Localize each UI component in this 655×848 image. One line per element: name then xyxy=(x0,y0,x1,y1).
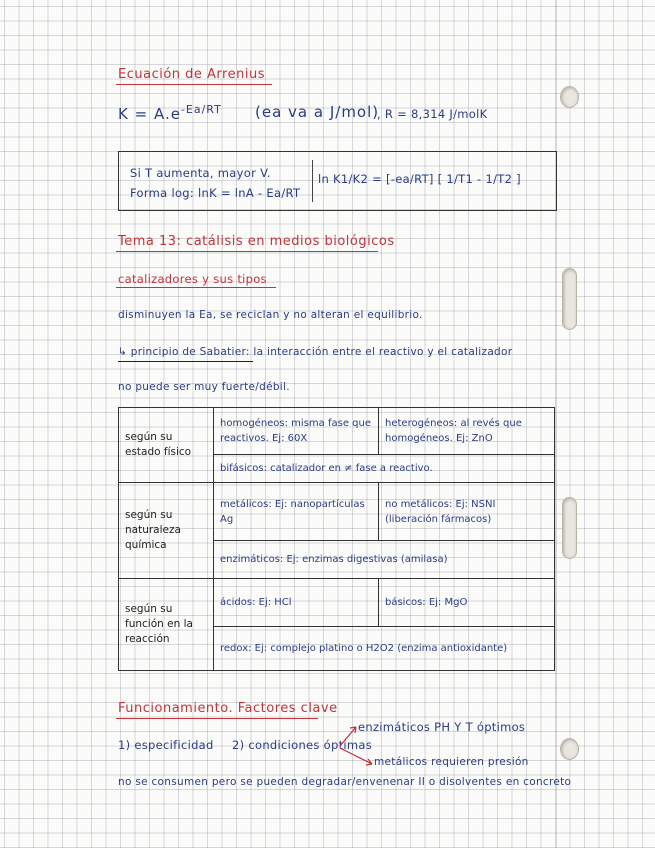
body-line-2: ↳ principio de Sabatier: la interacción entre el reactivo y el catalizador xyxy=(118,346,513,358)
formula-exponent: -Ea/RT xyxy=(180,103,222,116)
table-cell: ácidos: Ej: HCl xyxy=(214,579,379,627)
body-line-3: no puede ser muy fuerte/débil. xyxy=(118,381,290,393)
section-title: Funcionamiento. Factores clave xyxy=(118,701,338,716)
body-line-1: disminuyen la Ea, se reciclan y no alteran el equilibrio. xyxy=(118,309,423,321)
box-line-1: Si T aumenta, mayor V. xyxy=(130,166,271,180)
table-cell: heterogéneos: al revés que homogéneos. Ej: ZnO xyxy=(379,408,555,455)
arrow-up-icon xyxy=(340,727,356,746)
table-cell: enzimáticos: Ej: enzimas digestivas (amilasa) xyxy=(214,541,555,579)
row-label: según su estado físico xyxy=(119,408,214,483)
table-cell: no metálicos: Ej: NSNI (liberación fármacos) xyxy=(379,483,555,541)
formula-main: K = A.e xyxy=(118,105,181,123)
subtitle: catalizadores y sus tipos xyxy=(118,272,267,286)
closing-line: no se consumen pero se pueden degradar/envenenar II o disolventes en concreto xyxy=(118,776,572,788)
branch-bottom: metálicos requieren presión xyxy=(374,756,529,768)
topic-title: Tema 13: catálisis en medios biológicos xyxy=(118,234,395,249)
gas-constant: , R = 8,314 J/molK xyxy=(377,107,488,121)
table-cell: redox: Ej: complejo platino o H2O2 (enzima antioxidante) xyxy=(214,627,555,671)
arrow-down-icon xyxy=(340,748,372,765)
factor-1: 1) especificidad xyxy=(118,738,214,752)
table-cell: homogéneos: misma fase que reactivos. Ej: 60X xyxy=(214,408,379,455)
table-cell: básicos: Ej: MgO xyxy=(379,579,555,627)
box-line-2: Forma log: lnK = lnA - Ea/RT xyxy=(130,186,301,200)
page-heading: Ecuación de Arrenius xyxy=(118,67,265,82)
row-label: según su función en la reacción xyxy=(119,579,214,671)
branch-top: enzimáticos PH Y T óptimos xyxy=(358,720,526,734)
box-log-ratio: ln K1/K2 = [-ea/RT] [ 1/T1 - 1/T2 ] xyxy=(318,172,521,186)
table-cell: metálicos: Ej: nanopartículas Ag xyxy=(214,483,379,541)
table-cell: bifásicos: catalizador en ≠ fase a reactivo. xyxy=(214,455,555,483)
factor-2: 2) condiciones óptimas xyxy=(232,738,373,752)
row-label: según su naturaleza química xyxy=(119,483,214,579)
formula-note: (ea va a J/mol) xyxy=(255,103,380,121)
